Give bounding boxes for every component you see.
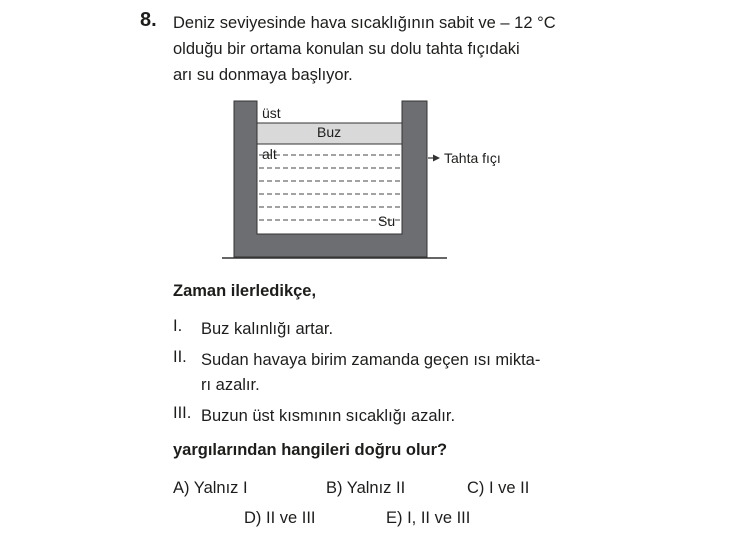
- stem-line: olduğu bir ortama konulan su dolu tahta fıçıdaki: [173, 40, 520, 58]
- statement-roman: III.: [173, 404, 192, 422]
- label-bottom: alt: [262, 146, 277, 162]
- option-b[interactable]: B) Yalnız II: [326, 479, 406, 497]
- question-number: 8.: [140, 9, 157, 31]
- statements-intro: Zaman ilerledikçe,: [173, 282, 317, 300]
- option-d[interactable]: D) II ve III: [244, 509, 316, 527]
- label-ice: Buz: [317, 124, 342, 140]
- question-stem: [173, 10, 556, 88]
- statement-text: Sudan havaya birim zamanda geçen ısı mikta-: [201, 351, 541, 369]
- statement-2: [173, 348, 593, 398]
- barrel-pointer-arrowhead: [433, 155, 440, 162]
- option-e[interactable]: E) I, II ve III: [386, 509, 471, 527]
- stem-line: arı su donmaya başlıyor.: [173, 66, 353, 84]
- statement-text: Buz kalınlığı artar.: [201, 320, 334, 338]
- statement-text: Buzun üst kısmının sıcaklığı azalır.: [201, 407, 456, 425]
- statement-1: [173, 317, 593, 342]
- statement-roman: I.: [173, 317, 183, 335]
- statement-roman: II.: [173, 348, 187, 366]
- statement-3: [173, 404, 593, 429]
- option-c[interactable]: C) I ve II: [467, 479, 530, 497]
- barrel-diagram: [222, 96, 532, 266]
- question-ask: yargılarından hangileri doğru olur?: [173, 441, 448, 459]
- statement-text-continued: rı azalır.: [201, 376, 260, 394]
- water-lines: [259, 155, 402, 220]
- option-a[interactable]: A) Yalnız I: [173, 479, 248, 497]
- label-barrel: Tahta fıçı: [444, 150, 501, 166]
- label-water: Su: [378, 213, 396, 229]
- stem-line: Deniz seviyesinde hava sıcaklığının sabit ve – 12 °C: [173, 14, 556, 32]
- label-top: üst: [262, 105, 281, 121]
